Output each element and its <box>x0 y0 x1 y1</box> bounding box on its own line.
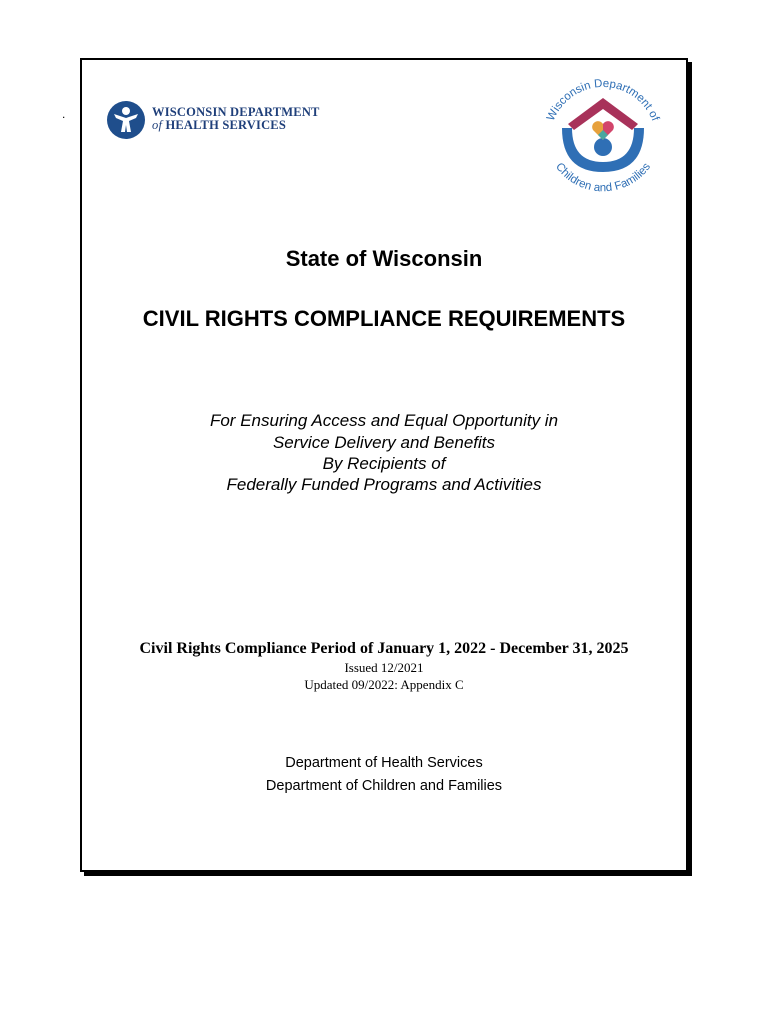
dhs-logo-line1: WISCONSIN DEPARTMENT <box>152 105 320 119</box>
updated-date: Updated 09/2022: Appendix C <box>304 677 464 692</box>
document-title: CIVIL RIGHTS COMPLIANCE REQUIREMENTS <box>142 306 626 331</box>
state-title: State of Wisconsin <box>285 246 483 271</box>
compliance-period: Civil Rights Compliance Period of January 1, 2022 - December 31, 2025 <box>139 640 629 657</box>
issued-date: Issued 12/2021 <box>344 660 424 675</box>
dcf-arc-top-text: Wisconsin Department of <box>544 77 662 123</box>
dhs-logo-text <box>152 106 320 132</box>
department-dcf: Department of Children and Families <box>265 778 503 794</box>
subtitle-line-3: By Recipients of <box>322 454 446 473</box>
dcf-logo <box>536 68 670 202</box>
subtitle-line-1: For Ensuring Access and Equal Opportunity in <box>209 411 559 430</box>
dcf-arc-bottom-text: Children and Families <box>552 160 654 195</box>
cover-page-frame <box>80 58 688 872</box>
dhs-emblem-icon <box>106 100 146 140</box>
dhs-logo <box>106 98 320 144</box>
subtitle-line-4: Federally Funded Programs and Activities <box>226 475 542 494</box>
heart-icon <box>592 121 614 140</box>
dhs-logo-of: of <box>152 118 163 132</box>
stray-dot: . <box>62 107 66 121</box>
dhs-logo-line2 <box>152 119 320 132</box>
dhs-logo-line2-rest: HEALTH SERVICES <box>162 118 286 132</box>
department-dhs: Department of Health Services <box>285 755 483 771</box>
person-icon <box>594 138 612 156</box>
subtitle-line-2: Service Delivery and Benefits <box>272 433 496 452</box>
